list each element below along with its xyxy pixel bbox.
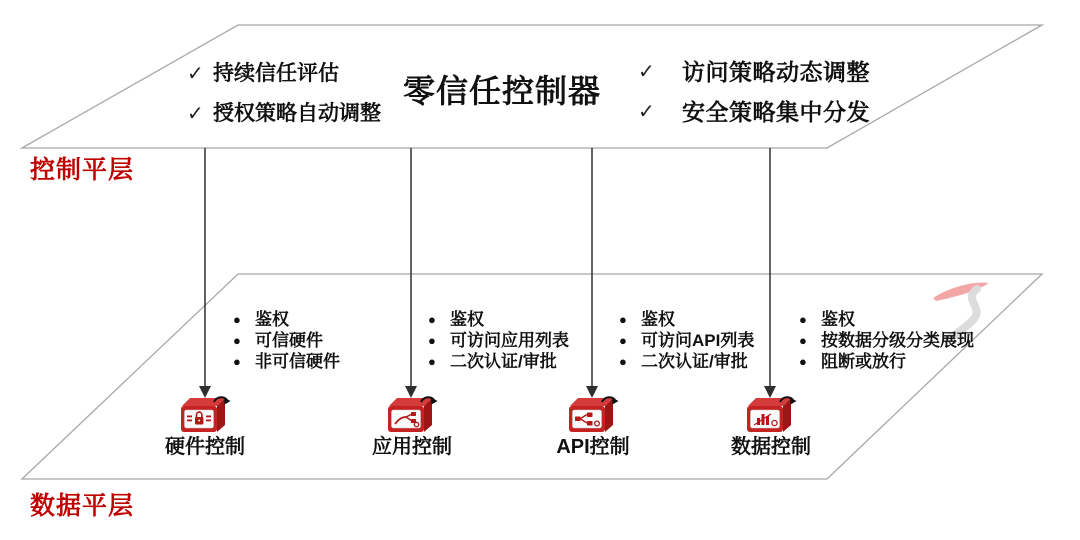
check-icon: ✓ — [638, 101, 655, 123]
app-box-icon — [385, 394, 441, 434]
data-control-bullet-list — [799, 309, 974, 372]
bullet-item — [619, 309, 754, 330]
bullet-text: 按数据分级分类展现 — [821, 331, 974, 350]
box-panel — [392, 410, 421, 428]
bullet-item — [233, 330, 340, 351]
bullet-item — [619, 351, 754, 372]
data-box-icon — [744, 394, 800, 434]
bullet-text: 鉴权 — [641, 310, 675, 329]
api-box-icon — [566, 394, 622, 434]
bullet-text: 非可信硬件 — [255, 352, 340, 371]
app-control-bullet-list — [428, 309, 569, 372]
bullet-text: 阻断或放行 — [821, 352, 906, 371]
hardware-control-bullet-list — [233, 309, 340, 372]
bullet-text: 鉴权 — [255, 310, 289, 329]
check-icon: ✓ — [638, 61, 655, 83]
bullet-icon: ● — [619, 354, 627, 369]
bullet-item — [799, 351, 974, 372]
feature-text: 访问策略动态调整 — [682, 59, 870, 85]
bullet-item — [233, 351, 340, 372]
page-title: 零信任控制器 — [402, 73, 601, 109]
bullet-text: 二次认证/审批 — [450, 352, 557, 371]
bullet-icon: ● — [799, 312, 807, 327]
data-plane-label: 数据平层 — [30, 492, 135, 520]
bullet-item — [428, 330, 569, 351]
hardware-control-label: 硬件控制 — [165, 436, 245, 458]
bullet-item — [233, 309, 340, 330]
bullet-icon: ● — [619, 333, 627, 348]
api-control-bullet-list — [619, 309, 754, 372]
bullet-icon: ● — [428, 354, 436, 369]
bullet-text: 可访问API列表 — [641, 331, 755, 350]
bullet-icon: ● — [233, 333, 241, 348]
feature-text: 持续信任评估 — [213, 62, 339, 85]
bullet-text: 鉴权 — [450, 310, 484, 329]
bullet-icon: ● — [428, 333, 436, 348]
control-plane-right-feature-list — [638, 58, 870, 138]
bullet-icon: ● — [619, 312, 627, 327]
bullet-text: 可访问应用列表 — [450, 331, 569, 350]
feature-item — [187, 100, 381, 140]
check-icon: ✓ — [187, 63, 204, 85]
bullet-icon: ● — [233, 354, 241, 369]
bullet-text: 二次认证/审批 — [641, 352, 748, 371]
feature-item — [638, 98, 870, 138]
bullet-item — [799, 330, 974, 351]
feature-text: 授权策略自动调整 — [213, 102, 381, 125]
bullet-item — [799, 309, 974, 330]
control-plane-left-feature-list — [187, 60, 381, 140]
feature-item — [187, 60, 381, 100]
data-control-label: 数据控制 — [731, 436, 811, 458]
bullet-text: 鉴权 — [821, 310, 855, 329]
bullet-icon: ● — [233, 312, 241, 327]
bullet-text: 可信硬件 — [255, 331, 323, 350]
bullet-item — [428, 309, 569, 330]
feature-item — [638, 58, 870, 98]
api-control-label: API控制 — [556, 436, 630, 458]
bullet-item — [619, 330, 754, 351]
feature-text: 安全策略集中分发 — [682, 99, 870, 125]
bullet-item — [428, 351, 569, 372]
bullet-icon: ● — [428, 312, 436, 327]
bullet-icon: ● — [799, 354, 807, 369]
hardware-box-icon — [178, 394, 234, 434]
bullet-icon: ● — [799, 333, 807, 348]
check-icon: ✓ — [187, 103, 204, 125]
app-control-label: 应用控制 — [372, 436, 452, 458]
control-plane-label: 控制平层 — [30, 156, 135, 184]
